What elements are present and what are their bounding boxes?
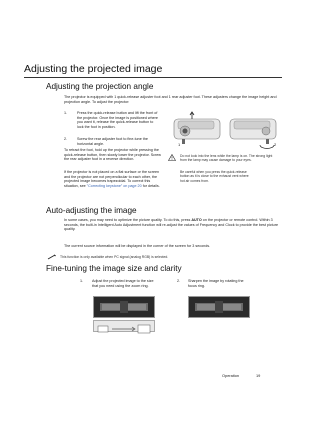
step-text: Press the quick-release button and lift the front of the projector. Once the image is positioned where you want it, release the quick-release button to lock the foot in position. [77, 111, 158, 130]
retract-paragraph: To retract the foot, hold up the projector while pressing the quick-release button, then slowly lower the projector. Screw the rear adjuster foot in a reverse direction. [64, 148, 161, 162]
step-number: 2. [64, 137, 68, 141]
step-text: Adjust the projected image to the size that you need using the zoom ring. [92, 279, 154, 288]
page-number: 19 [256, 373, 261, 378]
note-icon [47, 254, 57, 260]
projector-adjustment-diagram [170, 107, 280, 149]
caution-note-lens: Do not look into the lens while the lamp is on. The strong light from the lamp may cause damage to your eyes. [180, 154, 273, 163]
section-heading-auto-adjust: Auto-adjusting the image [46, 206, 137, 215]
caution-note-button: Be careful when you press the quick-release button as it is close to the exhaust vent where hot air comes from. [180, 170, 249, 183]
step-number: 1. [64, 111, 68, 115]
focus-ring-photo [188, 296, 250, 318]
projector-front-illustration [174, 112, 220, 144]
auto-adjust-paragraph: In some cases, you may need to optimize the picture quality. To do this, press AUTO on the projector or remote control. Within 3 seconds, the built-in Intelligent Auto Adjustment function will re-adjust the values of Frequency and Clock to provide the best picture quality. [64, 218, 278, 232]
section-heading-projection-angle: Adjusting the projection angle [46, 82, 154, 91]
page-title: Adjusting the projected image [24, 63, 163, 75]
zoom-direction-illustration [93, 320, 155, 332]
title-rule [24, 77, 282, 78]
step-number: 1. [80, 279, 84, 283]
step-number: 2. [177, 279, 181, 283]
step-text: Sharpen the image by rotating the focus ring. [188, 279, 244, 288]
caution-icon [168, 154, 176, 161]
section-heading-fine-tuning: Fine-tuning the image size and clarity [46, 264, 182, 273]
keystone-paragraph: If the projector is not placed on a flat surface or the screen and the projector are not perpendicular to each other, the projected image becomes trapezoidal. To correct this situation, see "Correcting keystone" on page 20 for details. [64, 170, 160, 189]
footer-section-name: Operation [222, 373, 240, 378]
diagram-label-2: 2 [274, 142, 277, 147]
keystone-link[interactable]: "Correcting keystone" on page 20 [86, 184, 142, 189]
zoom-ring-photo [93, 296, 155, 318]
auto-key: AUTO [191, 218, 202, 222]
auto-adjust-note: This function is only available when PC signal (analog RGB) is selected. [60, 255, 169, 259]
step-text: Screw the rear adjuster foot to fine-tune the horizontal angle. [77, 137, 148, 146]
diagram-label-1: 1 [178, 142, 181, 147]
intro-paragraph: The projector is equipped with 1 quick-release adjuster foot and 1 rear adjuster foot. These adjusters change the image height and projection angle. To adjust the projector: [64, 95, 277, 104]
projector-rear-illustration [230, 119, 276, 148]
current-source-paragraph: The current source information will be displayed in the corner of the screen for 3 seconds. [64, 244, 211, 248]
